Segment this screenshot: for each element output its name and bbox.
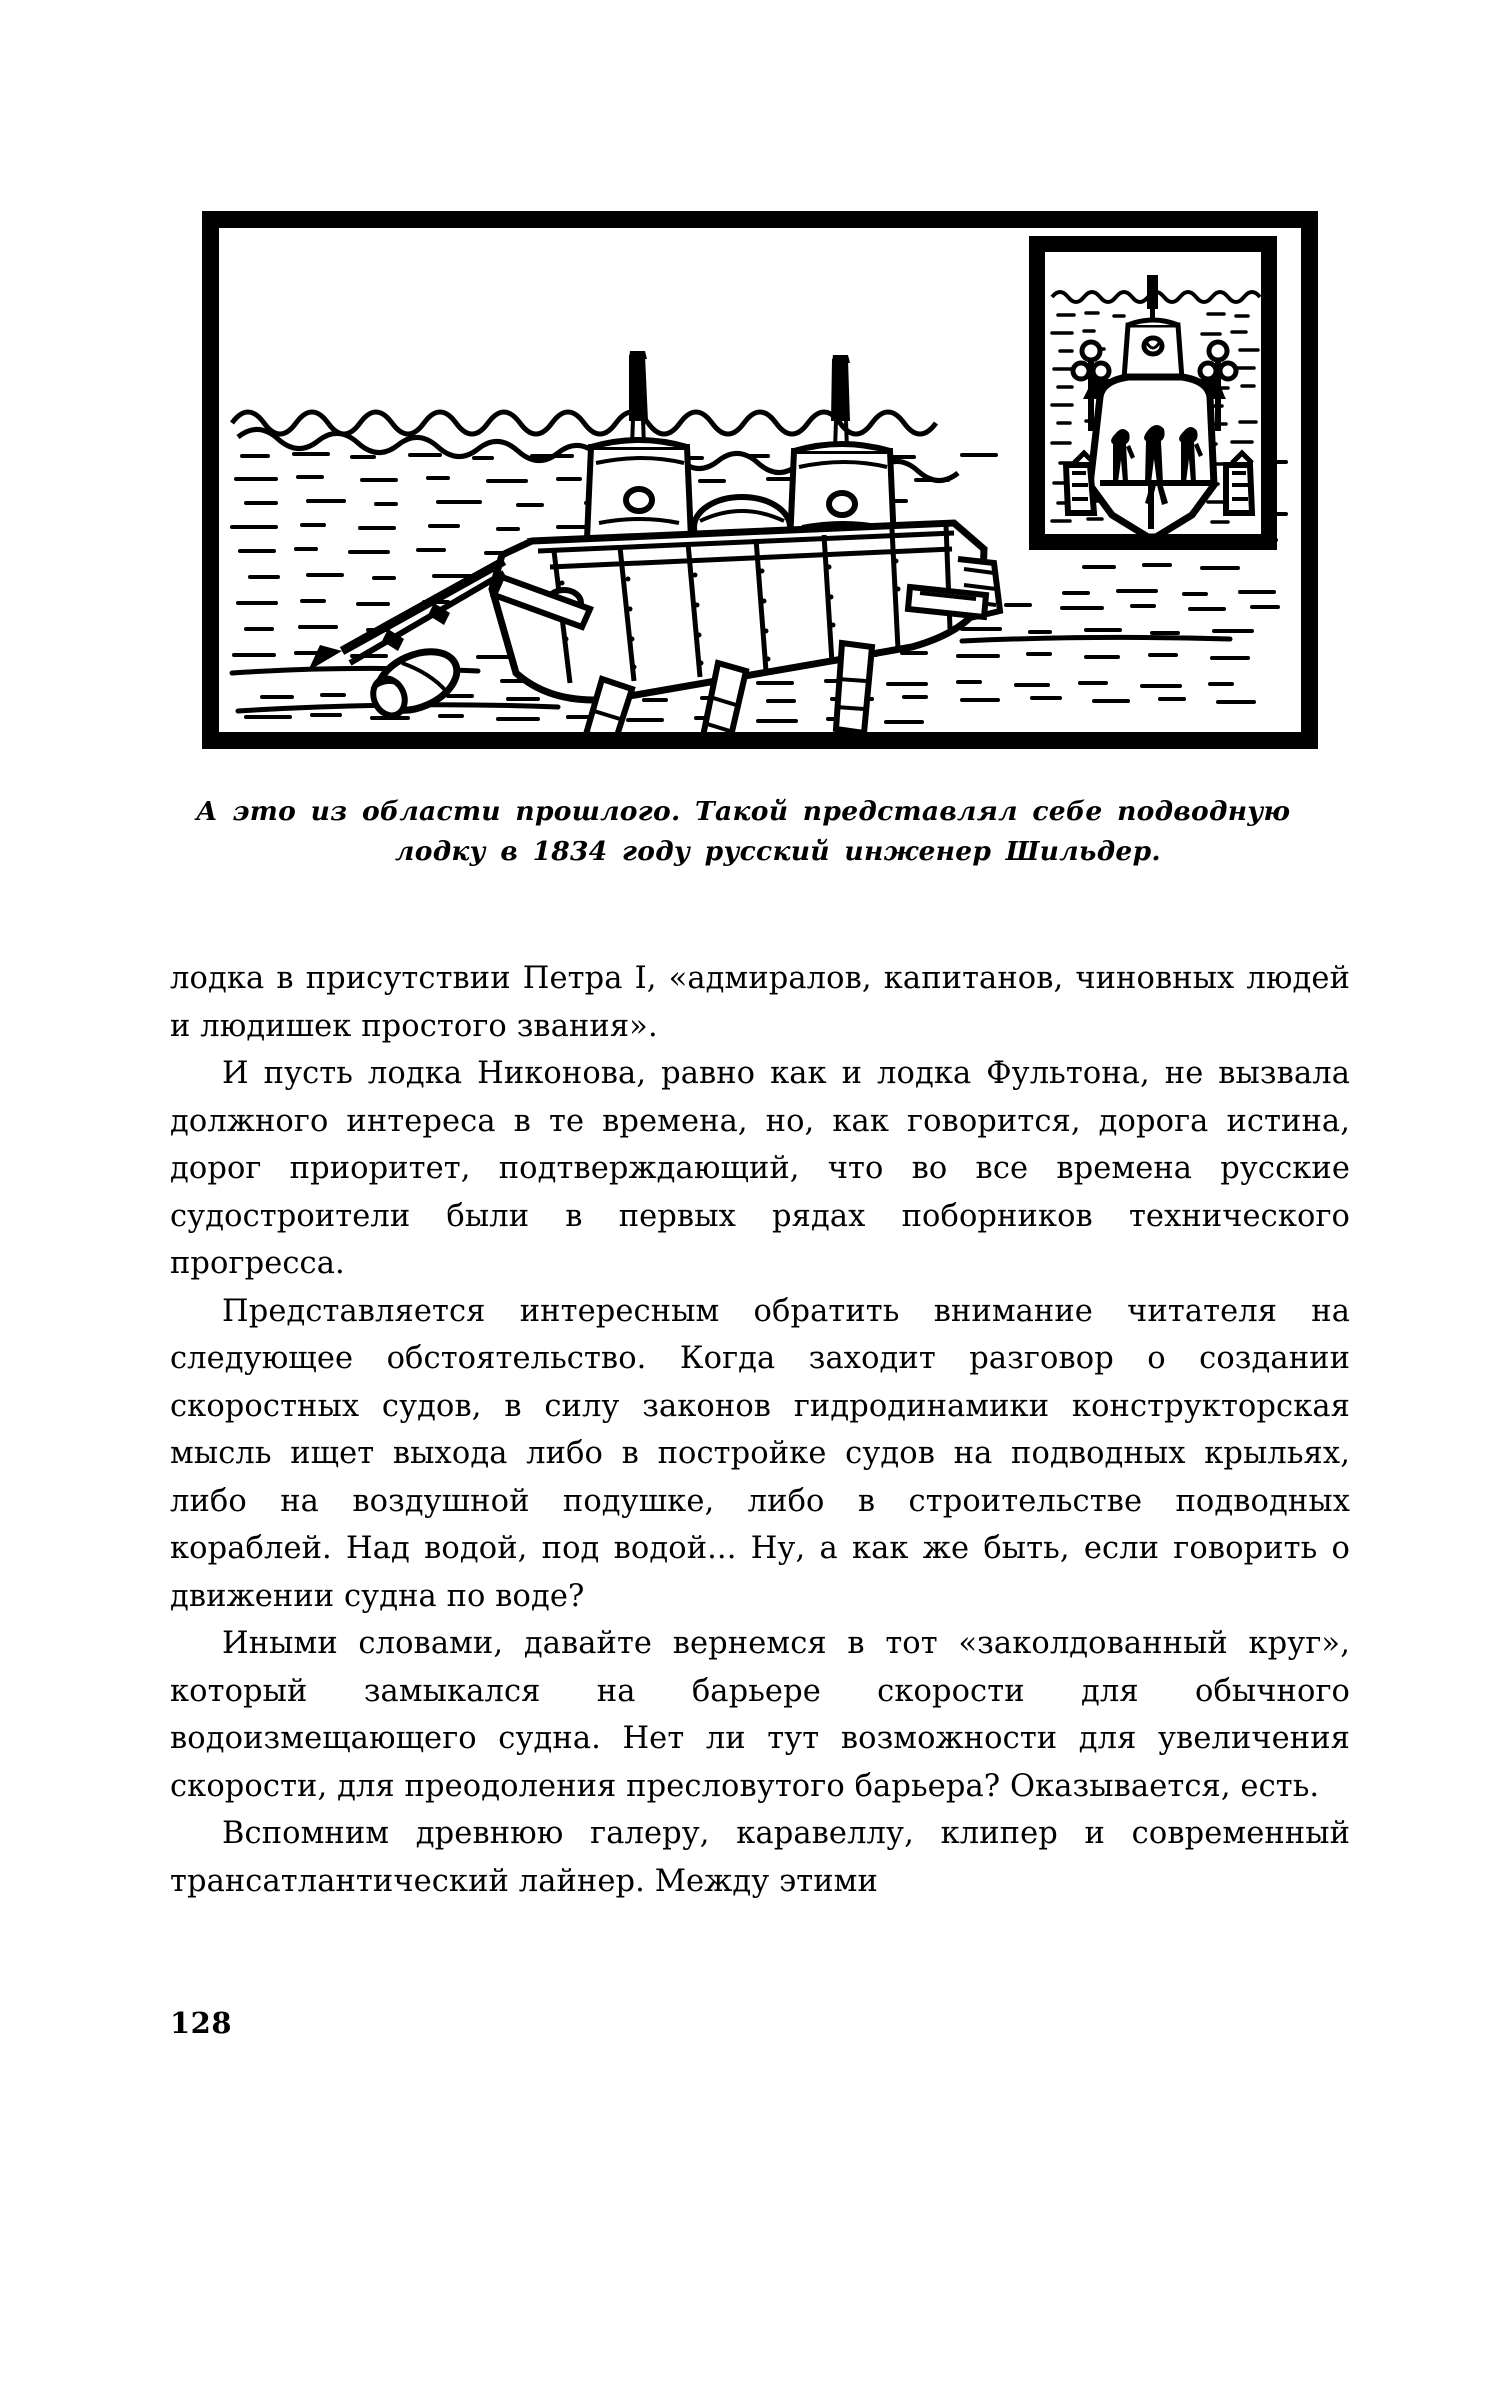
inset-paddle-right — [1226, 453, 1252, 513]
inset-conning-tower — [1124, 320, 1182, 379]
paragraph: И пусть лодка Никонова, равно как и лодка Фультона, не вызвала должного интереса в те времена, но, как говорится, дорога истина, дорог приоритет, подтверждающий, что во все времена русские судостроители были в первых рядах поборников технического прогресса. — [170, 1056, 1350, 1281]
submarine-illustration-svg — [202, 211, 1318, 749]
inset-cross-section-panel — [1029, 236, 1277, 550]
inset-periscope — [1147, 275, 1158, 309]
paragraph: лодка в присутствии Петра I, «адмиралов, капитанов, чиновных людей и людишек простого звания». — [170, 961, 1350, 1044]
figure-illustration — [202, 211, 1318, 749]
paragraph: Вспомним древнюю галеру, каравеллу, клипер и современный трансатлантический лайнер. Между этими — [170, 1816, 1350, 1899]
body-text-column — [170, 955, 1350, 1905]
figure-caption-line-1: А это из области прошлого. Такой представлял себе подводную — [196, 796, 1291, 827]
figure-caption-line-2: лодку в 1834 году русский инженер Шильдер. — [395, 836, 1161, 867]
inset-paddle-left — [1066, 453, 1094, 513]
page-number: 128 — [170, 2006, 233, 2040]
paragraph: Представляется интересным обратить внимание читателя на следующее обстоятельство. Когда заходит разговор о создании скоростных судов, в силу законов гидродинамики конструкторская мысль ищет выхода либо в постройке судов на подводных крыльях, либо на воздушной подушке, либо в строительстве подводных кораблей. Над водой, под водой... Ну, а как же быть, если говорить о движении судна по воде? — [170, 1293, 1350, 1614]
paragraph: Иными словами, давайте вернемся в тот «заколдованный круг», который замыкался на барьере скорости для обычного водоизмещающего судна. Нет ли тут возможности для увеличения скорости, для преодоления пресловутого барьера? Оказывается, есть. — [170, 1626, 1350, 1804]
figure-caption — [196, 792, 1326, 872]
